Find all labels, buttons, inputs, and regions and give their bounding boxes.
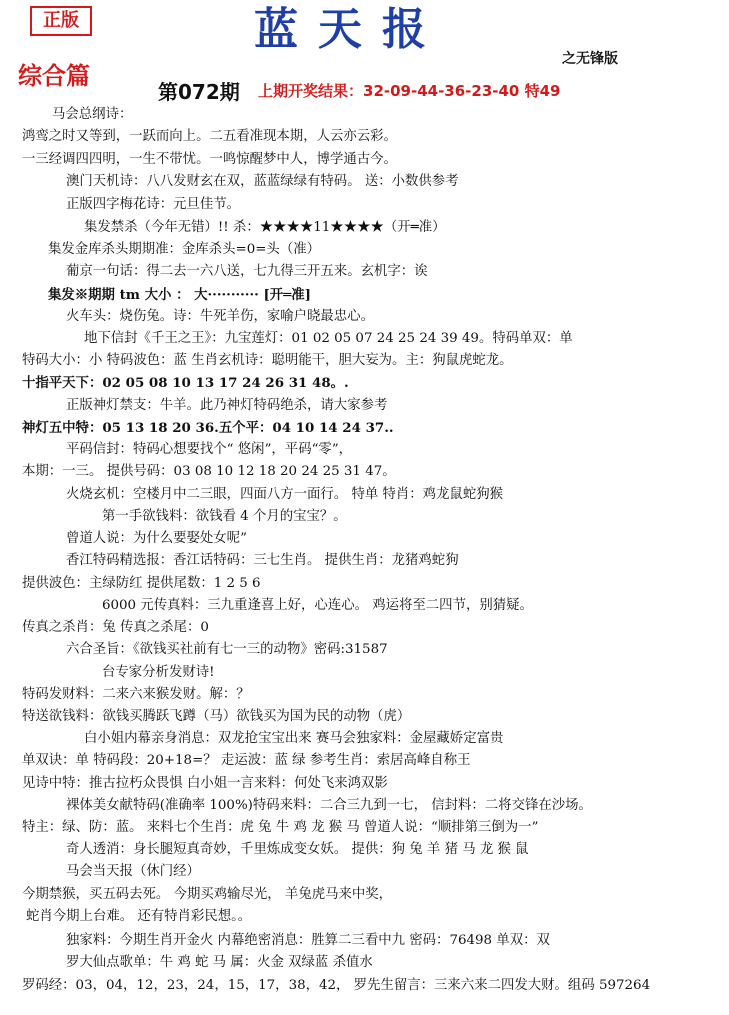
text-line: 今期禁猴，买五码去死。 今期买鸡输尽光， 羊兔虎马来中奖， bbox=[22, 887, 393, 902]
text-line: 六合圣旨：《欲钱买社前有七一三的动物》密码:31587 bbox=[66, 642, 388, 657]
text-line: 正版神灯禁支：牛羊。此乃神灯特码绝杀，请大家参考 bbox=[66, 398, 388, 413]
text-line: 一三经调四四明，一生不带忧。一鸣惊醒梦中人，博学通古今。 bbox=[22, 152, 397, 167]
text-line: 正版四字梅花诗：元旦佳节。 bbox=[66, 197, 241, 212]
text-line: 奇人透消：身长腿短真奇妙，千里炼成变女妖。 提供：狗 兔 羊 猪 马 龙 猴 鼠 bbox=[66, 842, 529, 857]
text-line: 马会当天报（休门经） bbox=[66, 864, 200, 879]
text-line: 特主：绿、防：蓝。 来料七个生肖：虎 兔 牛 鸡 龙 猴 马 曾道人说：“顺排第三倒为一” bbox=[22, 820, 539, 835]
text-line: 蛇肖今期上台难。 还有特肖彩民想。。 bbox=[26, 909, 252, 924]
text-line: 葡京一句话：得二去一六八送，七九得三开五来。玄机字：诶 bbox=[66, 264, 428, 279]
text-line: 香江特码精选报：香江话特码：三七生肖。 提供生肖：龙猪鸡蛇狗 bbox=[66, 553, 459, 568]
text-line: 第一手欲钱料：欲钱看 4 个月的宝宝？。 bbox=[102, 509, 347, 524]
text-line: 澳门天机诗：八八发财玄在双，蓝蓝绿绿有特码。 送：小数供参考 bbox=[66, 174, 459, 189]
text-line: 6000 元传真料：三九重逢喜上好，心连心。 鸡运将至二四节，别猜疑。 bbox=[102, 598, 533, 613]
text-line: 集发金库杀头期期准：金库杀头=0=头（准） bbox=[48, 242, 320, 257]
issue-number: 第072期 bbox=[158, 80, 240, 104]
text-line: 马会总纲诗： bbox=[52, 107, 133, 122]
text-line: 火烧玄机：空楼月中二三眼，四面八方一面行。 特单 特肖：鸡龙鼠蛇狗猴 bbox=[66, 487, 504, 502]
newspaper-masthead: 蓝天报 bbox=[254, 4, 446, 55]
text-line: 集发禁杀（今年无错）!! 杀：★★★★11★★★★（开═准） bbox=[84, 220, 446, 235]
text-line: 白小姐内幕亲身消息：双龙抢宝宝出来 赛马会独家料：金屋藏娇定富贵 bbox=[84, 731, 504, 746]
text-line: 特码大小：小 特码波色：蓝 生肖玄机诗：聪明能干，胆大妄为。主：狗鼠虎蛇龙。 bbox=[22, 353, 513, 368]
text-line: 特码发财料：二来六来猴发财。解：？ bbox=[22, 687, 250, 702]
text-line: 本期：一三。 提供号码：03 08 10 12 18 20 24 25 31 47。 bbox=[22, 464, 396, 479]
text-line: 火车头：烧伤兔。诗：牛死羊伤，家喻户晓最忠心。 bbox=[66, 309, 374, 324]
section-title: 综合篇 bbox=[18, 61, 90, 90]
text-line: 见诗中特：推古拉朽众畏惧 白小姐一言来料：何处飞来鸿双影 bbox=[22, 776, 388, 791]
text-line: 罗码经：03，04，12，23，24，15，17，38，42， 罗先生留言：三来六来二四发大财。组码 597264 bbox=[22, 978, 651, 993]
genuine-edition-stamp: 正版 bbox=[30, 6, 92, 36]
text-line: 十指平天下：02 05 08 10 13 17 24 26 31 48。. bbox=[22, 375, 349, 391]
text-line: 曾道人说：为什么要娶处女呢” bbox=[66, 531, 247, 546]
edition-label: 之无锋版 bbox=[562, 51, 618, 67]
text-line: 独家料：今期生肖开金火 内幕绝密消息：胜算二三看中九 密码：76498 单双：双 bbox=[66, 933, 550, 948]
text-line: 裸体美女献特码(准确率 100%)特码来料：二合三九到一七， 信封料：二将交锋在沙场。 bbox=[66, 798, 592, 813]
text-line: 单双诀：单 特码段：20+18=？ 走运波：蓝 绿 参考生肖：索居高峰自称王 bbox=[22, 753, 471, 768]
text-line: 罗大仙点歌单：牛 鸡 蛇 马 属：火金 双绿蓝 杀值水 bbox=[66, 955, 373, 970]
text-line: 鸿鸾之时又等到，一跃而向上。二五看准现本期，人云亦云彩。 bbox=[22, 129, 397, 144]
text-line: 台专家分析发财诗! bbox=[102, 665, 215, 680]
text-line: 传真之杀肖：兔 传真之杀尾：0 bbox=[22, 620, 209, 635]
text-line: 集发※期期 tm 大小 ： 大··········· [开═准] bbox=[48, 287, 311, 303]
text-line: 特送欲钱料：欲钱买腾跃飞蹲（马）欲钱买为国为民的动物（虎） bbox=[22, 709, 411, 724]
last-draw-result: 上期开奖结果：32-09-44-36-23-40 特49 bbox=[258, 82, 561, 100]
text-line: 神灯五中特：05 13 18 20 36.五个平：04 10 14 24 37.. bbox=[22, 420, 394, 436]
text-line: 地下信封《千王之王》：九宝莲灯：01 02 05 07 24 25 24 39 49。特码单双：单 bbox=[84, 331, 573, 346]
text-line: 平码信封：特码心想要找个“ 悠闲”，平码“零”， bbox=[66, 442, 353, 457]
text-line: 提供波色：主绿防红 提供尾数：1 2 5 6 bbox=[22, 576, 261, 591]
